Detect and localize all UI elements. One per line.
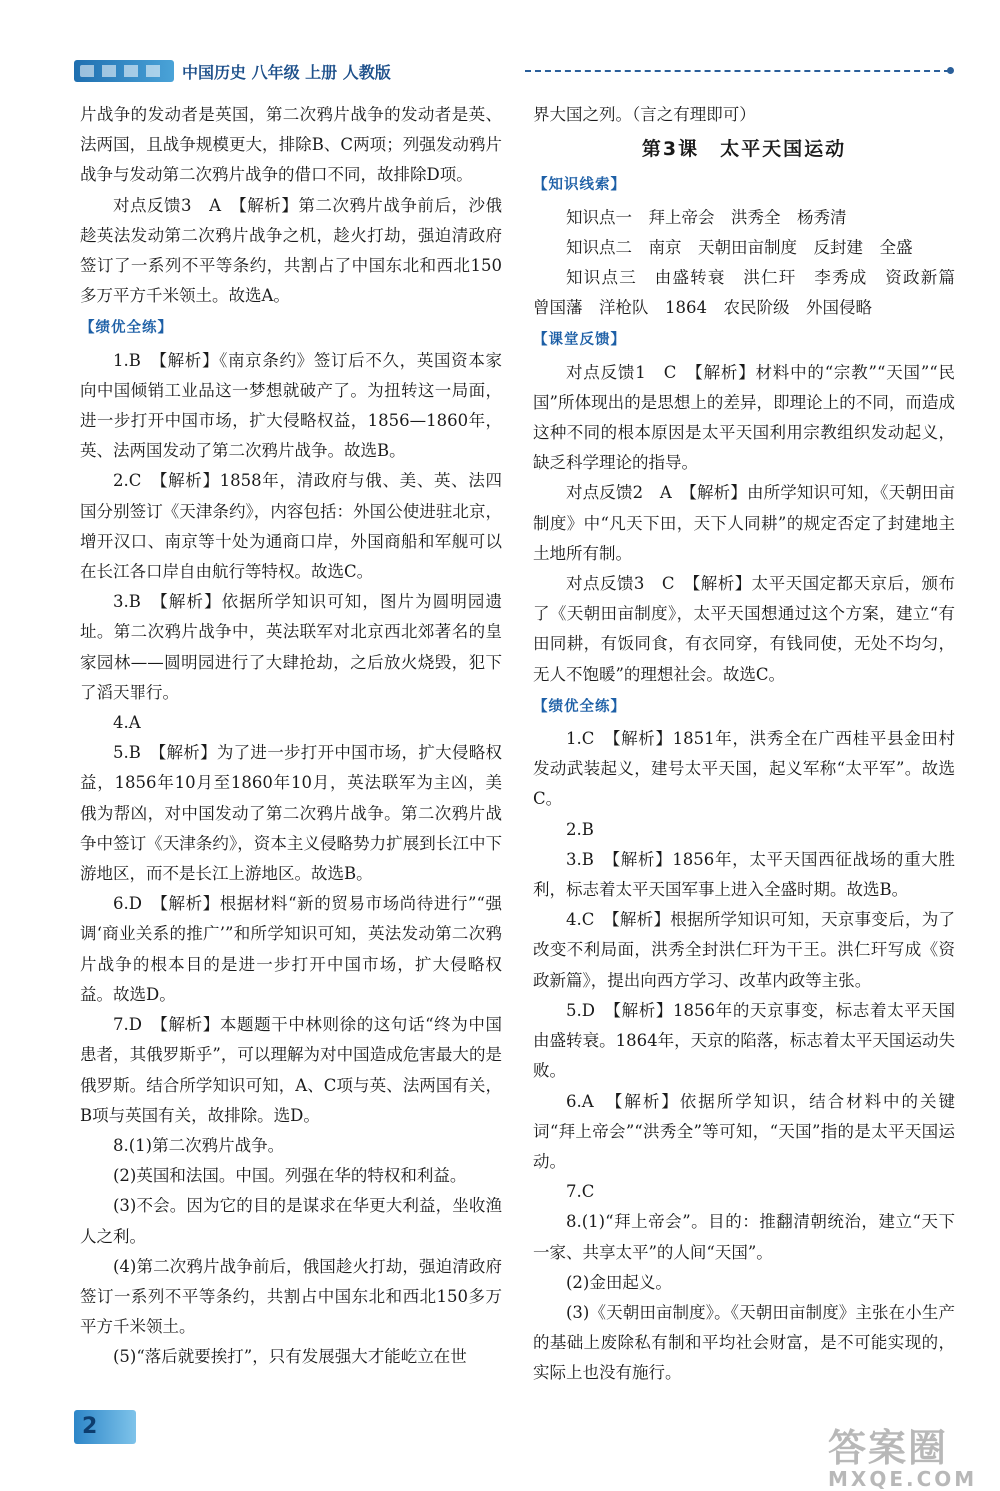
- answer-paragraph: 7.D 【解析】本题题干中林则徐的这句话“终为中国患者，其俄罗斯乎”，可以理解为对中国造成危害最大的是俄罗斯。结合所学知识可知，A、C项与英、法两国有关，B项与英国有关，故排除。选D。: [80, 1015, 502, 1125]
- answer-paragraph: 5.D 【解析】1856年的天京事变，标志着太平天国由盛转衰。1864年，天京的陷落，标志着太平天国运动失败。: [533, 1000, 955, 1081]
- answer-paragraph: 对点反馈1 C 【解析】材料中的“宗教”“天国”“民国”所体现出的是思想上的差异，即理论上的不同，而造成这种不同的根本原因是太平天国利用宗教组织发动起义，缺乏科学理论的指导。: [533, 362, 955, 473]
- answer-paragraph: (3)不会。因为它的目的是谋求在华更大利益，坐收渔人之利。: [80, 1196, 502, 1246]
- answer-paragraph: 1.C 【解析】1851年，洪秀全在广西桂平县金田村发动武装起义，建号太平天国，起义军称“太平军”。故选C。: [533, 729, 955, 809]
- answer-paragraph: 8.(1)第二次鸦片战争。: [113, 1135, 285, 1155]
- answer-paragraph: (2)英国和法国。中国。列强在华的特权和利益。: [113, 1166, 467, 1186]
- answer-paragraph: 片战争的发动者是英国，第二次鸦片战争的发动者是英、法两国，且战争规模更大，排除B、C两项；列强发动鸦片战争与发动第二次鸦片战争的借口不同，故排除D项。: [80, 105, 502, 185]
- answer-paragraph: 对点反馈2 A 【解析】由所学知识可知，《天朝田亩制度》中“凡天下田，天下人同耕”的规定否定了封建地主土地所有制。: [533, 483, 955, 563]
- answer-paragraph: 知识点三 由盛转衰 洪仁玕 李秀成 资政新篇 曾国藩 洋枪队 1864 农民阶级 外国侵略: [533, 268, 972, 318]
- watermark-url: MXQE.COM: [828, 1467, 978, 1491]
- section-tag: 【课堂反馈】: [533, 332, 626, 349]
- answer-paragraph: (2)金田起义。: [566, 1272, 672, 1292]
- answer-paragraph: 对点反馈3 C 【解析】太平天国定都天京后，颁布了《天朝田亩制度》，太平天国想通过这个方案，建立“有田同耕，有饭同食，有衣同穿，有钱同使，无处不均匀，无人不饱暖”的理想社会。故选C。: [533, 574, 955, 684]
- page-number: 2: [82, 1414, 98, 1439]
- answer-paragraph: 知识点一 拜上帝会 洪秀全 杨秀清: [566, 207, 847, 227]
- answer-paragraph: 2.B: [566, 819, 594, 839]
- answer-paragraph: 7.C: [566, 1182, 595, 1202]
- lesson-title: 第3课 太平天国运动: [641, 138, 847, 161]
- answer-paragraph: 8.(1)“拜上帝会”。目的：推翻清朝统治，建立“天下一家、共享太平”的人间“天国”。: [533, 1212, 955, 1262]
- answer-paragraph: 6.A 【解析】依据所学知识，结合材料中的关键词“拜上帝会”“洪秀全”等可知，“天国”指的是太平天国运动。: [533, 1091, 955, 1171]
- page-number-tab: [74, 1410, 136, 1444]
- watermark-logo-text: 答案圈: [828, 1426, 949, 1470]
- answer-paragraph: 3.B 【解析】1856年，太平天国西征战场的重大胜利，标志着太平天国军事上进入全盛时期。故选B。: [533, 849, 955, 900]
- answer-paragraph: 3.B 【解析】依据所学知识可知，图片为圆明园遗址。第二次鸦片战争中，英法联军对北京西北郊著名的皇家园林——圆明园进行了大肆抢劫，之后放火烧毁，犯下了滔天罪行。: [80, 592, 502, 702]
- right-column: [533, 100, 972, 1389]
- section-tag-row: [533, 323, 955, 357]
- section-tag-row: [80, 311, 502, 345]
- left-column: [80, 100, 502, 1373]
- answer-paragraph: 6.D 【解析】根据材料“新的贸易市场尚待进行”“强调‘商业关系的推广’”和所学知识可知，英法发动第二次鸦片战争的根本目的是进一步打开中国市场，扩大侵略权益。故选D。: [80, 894, 502, 1004]
- answer-paragraph: 对点反馈3 A 【解析】第二次鸦片战争前后，沙俄趁英法发动第二次鸦片战争之机，趁火打劫，强迫清政府签订了一系列不平等条约，共割占了中国东北和西北150多万平方千米领土。故选A。: [80, 195, 502, 306]
- site-watermark: [828, 1428, 977, 1490]
- answer-paragraph: 5.B 【解析】为了进一步打开中国市场，扩大侵略权益，1856年10月至1860年10月，英法联军为主凶，美俄为帮凶，对中国发动了第二次鸦片战争。第二次鸦片战争中签订《天津条约》，资本主义侵略势力扩展到长江中下游地区，而不是长江上游地区。故选B。: [80, 743, 502, 884]
- answer-paragraph: 4.A: [113, 713, 141, 733]
- answer-paragraph: 界大国之列。（言之有理即可）: [533, 105, 756, 124]
- header-dotted-rule: [525, 70, 950, 72]
- page-header: [70, 58, 960, 86]
- answer-paragraph: 4.C 【解析】根据所学知识可知，天京事变后，为了改变不利局面，洪秀全封洪仁玕为干王。洪仁玕写成《资政新篇》，提出向西方学习、改革内政等主张。: [533, 910, 955, 990]
- section-tag: 【知识线索】: [533, 177, 626, 194]
- answer-paragraph: 2.C 【解析】1858年，清政府与俄、美、英、法四国分别签订《天津条约》，内容包括：外国公使进驻北京，增开汉口、南京等十处为通商口岸，外国商船和军舰可以在长江各口岸自由航行等特权。故选C。: [80, 471, 502, 582]
- answer-paragraph: 1.B 【解析】《南京条约》签订后不久，英国资本家向中国倾销工业品这一梦想就破产了。为扭转这一局面，进一步打开中国市场，扩大侵略权益，1856—1860年，英、法两国发动了第二次鸦片战争。故选B。: [80, 350, 502, 461]
- header-end-dot-icon: [947, 67, 954, 74]
- section-tag-row: [533, 168, 955, 202]
- answer-paragraph: (5)“落后就要挨打”，只有发展强大才能屹立在世: [113, 1347, 467, 1367]
- section-tag: 【绩优全练】: [80, 320, 173, 337]
- series-logo: [74, 60, 174, 82]
- answer-paragraph: (3)《天朝田亩制度》。《天朝田亩制度》主张在小生产的基础上废除私有制和平均社会财富，是不可能实现的，实际上也没有施行。: [533, 1302, 955, 1383]
- answer-paragraph: (4)第二次鸦片战争前后，俄国趁火打劫，强迫清政府签订一系列不平等条约，共割占中国东北和西北150多万平方千米领土。: [80, 1256, 502, 1337]
- section-tag: 【绩优全练】: [533, 698, 626, 715]
- header-title: 中国历史 八年级 上册 人教版: [182, 63, 391, 82]
- answer-paragraph: 知识点二 南京 天朝田亩制度 反封建 全盛: [566, 237, 913, 257]
- section-tag-row: [533, 690, 955, 724]
